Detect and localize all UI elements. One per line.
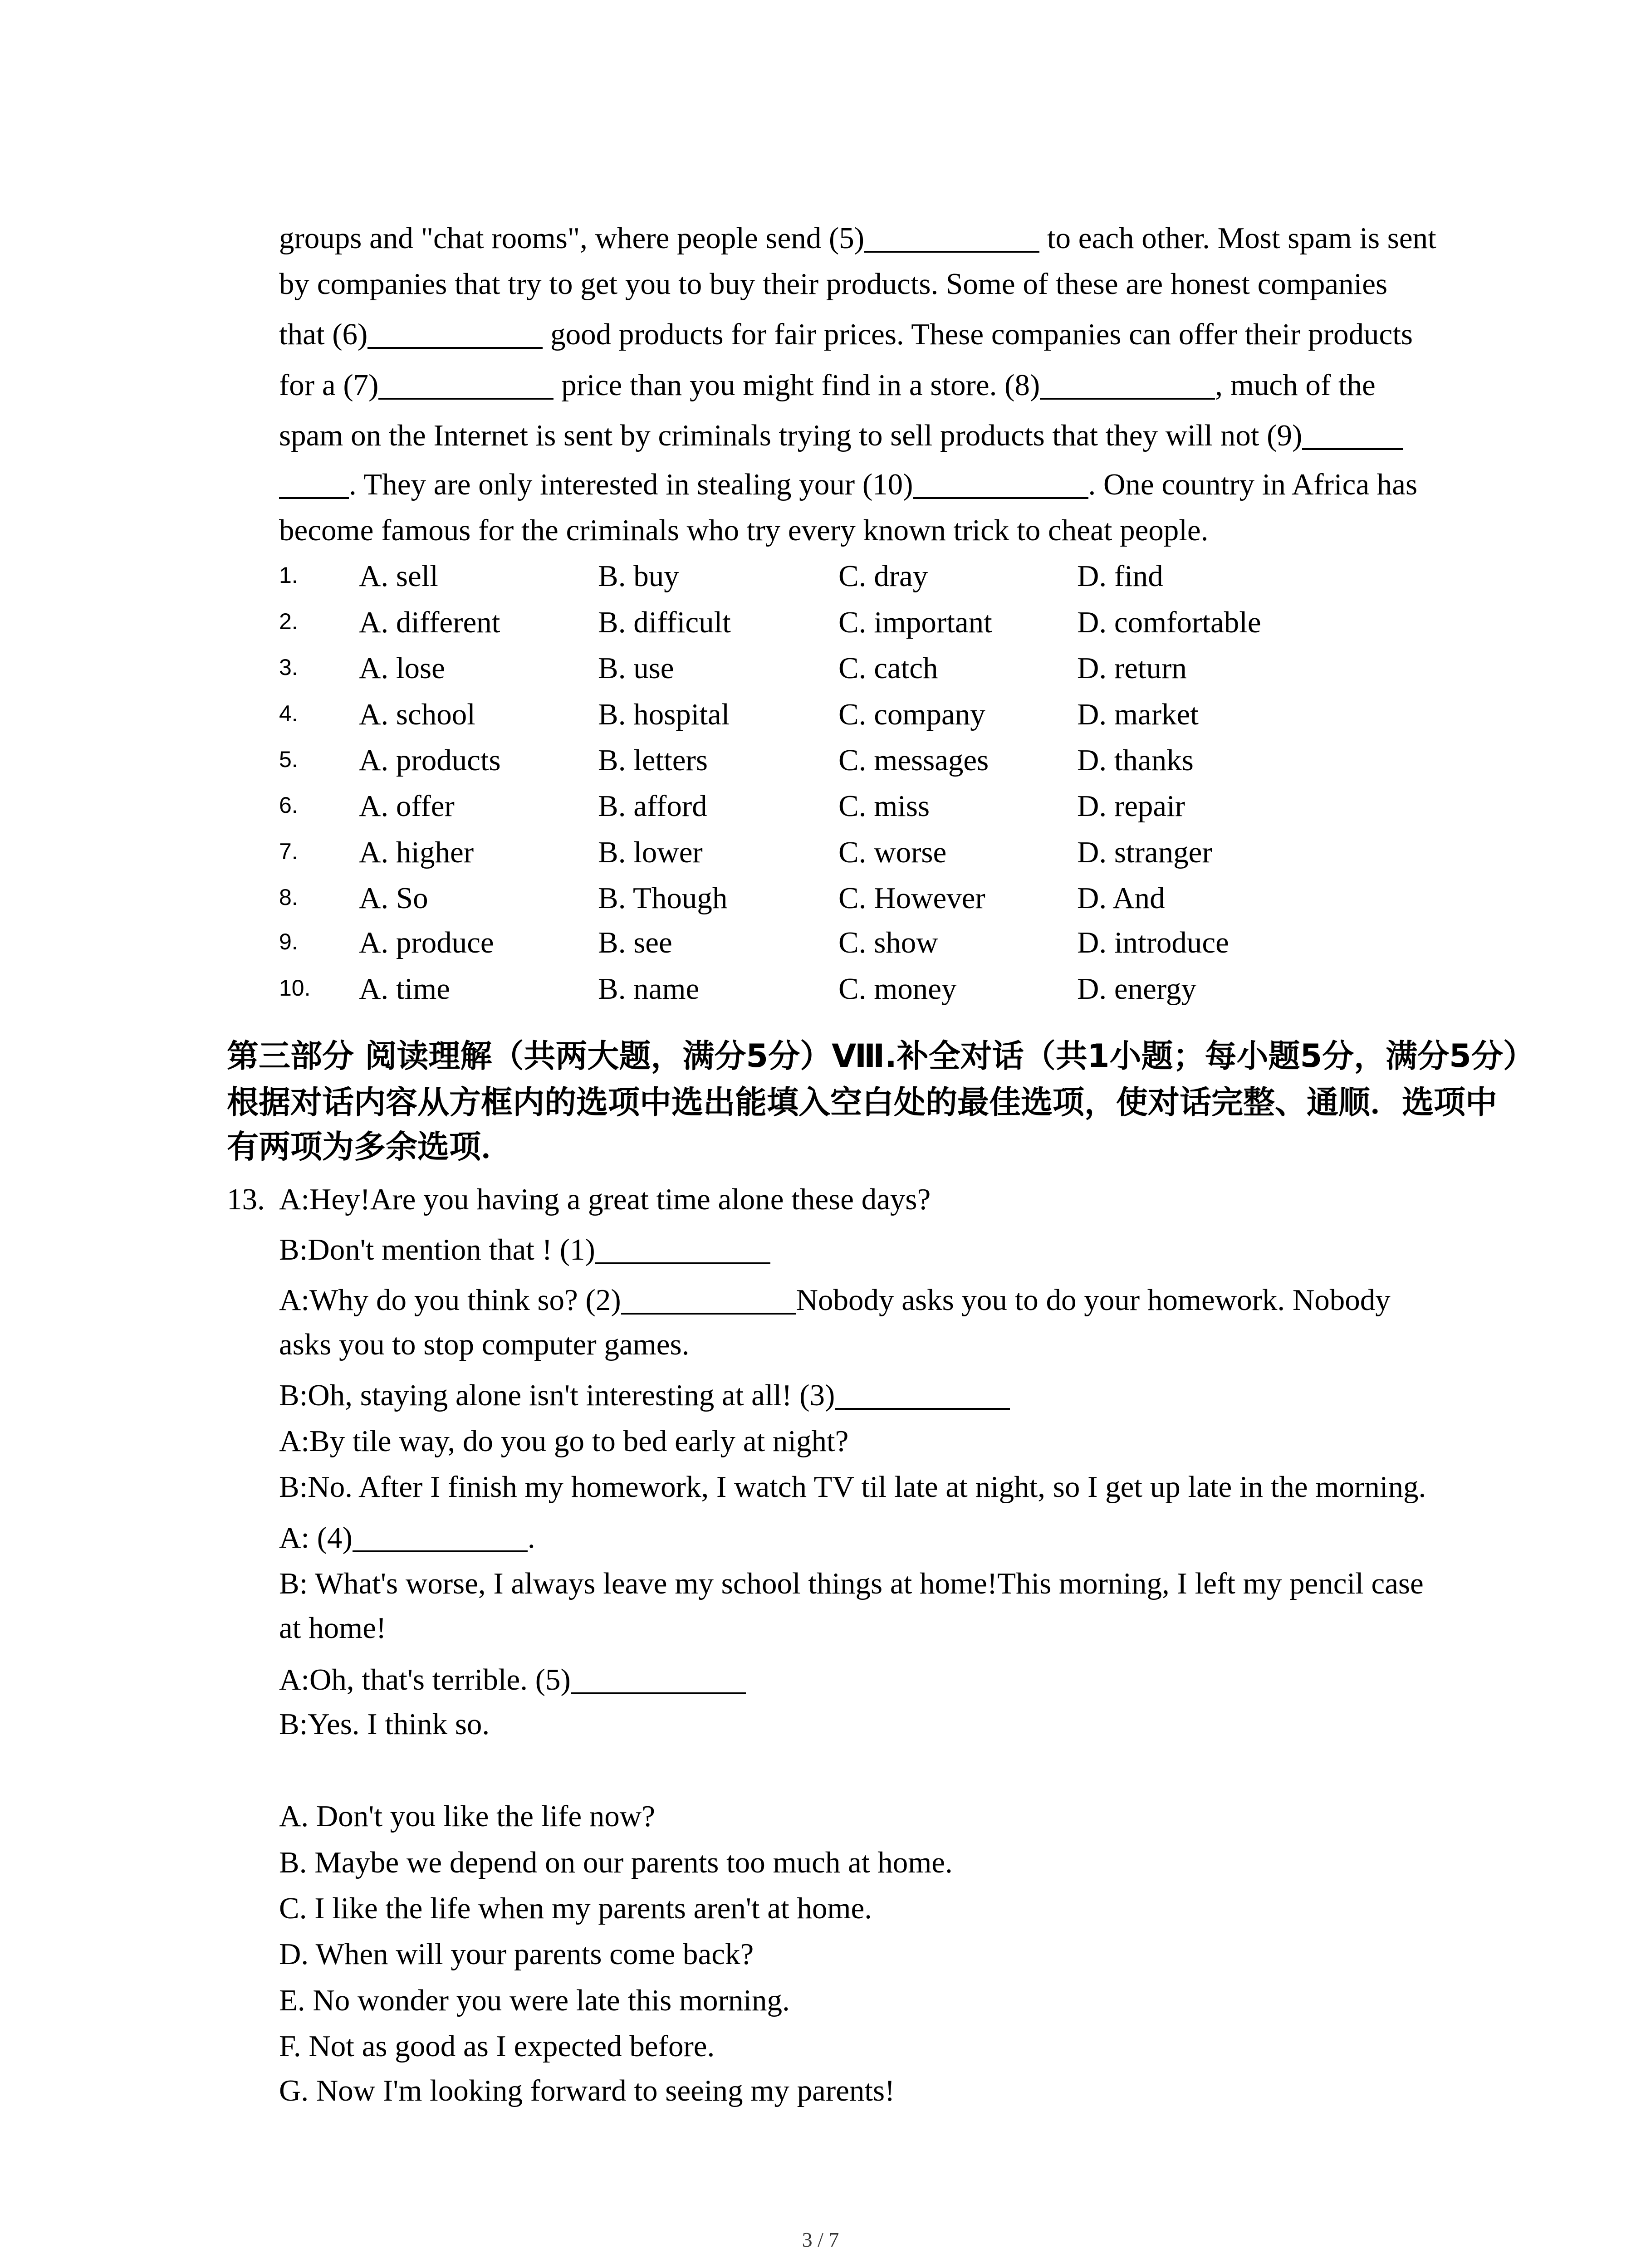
dialogue-text: A:Oh, that's terrible. (5)	[279, 1663, 571, 1696]
passage-text: by companies that try to get you to buy their products. Some of these are honest companies	[279, 267, 1388, 301]
dialogue-line	[279, 1657, 746, 1702]
answer-blank	[621, 1286, 796, 1315]
dialogue-line	[279, 1605, 386, 1651]
option-row	[0, 920, 1641, 965]
option-a: A. sell	[359, 559, 438, 593]
option-c: C. miss	[838, 789, 930, 823]
option-row	[0, 830, 1641, 875]
dialogue-text: asks you to stop computer games.	[279, 1328, 690, 1361]
passage-line	[279, 215, 1436, 261]
dialogue-text: B:Yes. I think so.	[279, 1707, 490, 1741]
option-number: 2.	[279, 609, 298, 634]
answer-blank	[864, 224, 1039, 253]
option-b: B. Though	[598, 881, 728, 915]
option-a: A. school	[359, 698, 475, 731]
option-d: D. repair	[1077, 789, 1185, 823]
option-c: C. messages	[838, 743, 989, 777]
section-header-line: 第三部分 阅读理解（共两大题，满分5分）Ⅷ.补全对话（共1小题；每小题5分，满分5分）	[227, 1037, 1535, 1075]
dialogue-text: A:By tile way, do you go to bed early at night?	[279, 1424, 849, 1458]
option-b: B. hospital	[598, 698, 730, 731]
option-c: C. dray	[838, 559, 928, 593]
option-number: 6.	[279, 792, 298, 818]
option-number: 9.	[279, 929, 298, 954]
option-c: C. money	[838, 972, 957, 1006]
option-row	[0, 875, 1641, 921]
answer-blank	[835, 1381, 1010, 1410]
option-d: D. stranger	[1077, 836, 1212, 869]
option-b: B. difficult	[598, 606, 731, 639]
dialogue-line	[279, 1515, 535, 1560]
answer-blank	[595, 1235, 770, 1264]
answer-choice: D. When will your parents come back?	[279, 1937, 754, 1971]
dialogue-text: .	[527, 1521, 535, 1554]
option-number: 3.	[279, 655, 298, 680]
option-d: D. energy	[1077, 972, 1196, 1006]
dialogue-text: B:Oh, staying alone isn't interesting at all! (3)	[279, 1378, 835, 1412]
option-c: C. worse	[838, 836, 947, 869]
passage-text: , much of the	[1215, 368, 1376, 402]
dialogue-line	[279, 1322, 689, 1367]
option-d: D. And	[1077, 881, 1165, 915]
option-d: D. introduce	[1077, 926, 1229, 959]
option-c: C. important	[838, 606, 992, 639]
dialogue-line	[279, 1277, 1391, 1323]
option-d: D. comfortable	[1077, 606, 1261, 639]
option-number: 5.	[279, 747, 298, 772]
option-row	[0, 738, 1641, 783]
dialogue-text: B:No. After I finish my homework, I watch TV til late at night, so I get up late in the morning.	[279, 1470, 1426, 1504]
answer-blank	[1302, 421, 1403, 450]
option-row	[0, 692, 1641, 737]
passage-text: . They are only interested in stealing your (10)	[349, 468, 913, 501]
answer-blank	[353, 1523, 528, 1552]
option-number: 4.	[279, 701, 298, 726]
passage-text: become famous for the criminals who try every known trick to cheat people.	[279, 513, 1209, 547]
dialogue-line	[279, 1177, 931, 1222]
option-b: B. letters	[598, 743, 708, 777]
option-d: D. thanks	[1077, 743, 1194, 777]
dialogue-text: Nobody asks you to do your homework. Nobody	[796, 1283, 1391, 1317]
answer-choice: G. Now I'm looking forward to seeing my parents!	[279, 2074, 895, 2107]
passage-line	[279, 413, 1403, 458]
passage-text: groups and "chat rooms", where people send (5)	[279, 221, 865, 255]
option-b: B. name	[598, 972, 700, 1006]
option-b: B. afford	[598, 789, 707, 823]
passage-line	[279, 312, 1413, 357]
option-a: A. produce	[359, 926, 494, 959]
option-d: D. market	[1077, 698, 1199, 731]
passage-text: price than you might find in a store. (8)	[554, 368, 1040, 402]
dialogue-text: A:Hey!Are you having a great time alone these days?	[279, 1183, 931, 1216]
answer-choice: E. No wonder you were late this morning.	[279, 1984, 790, 2017]
option-c: C. company	[838, 698, 985, 731]
option-c: C. catch	[838, 651, 938, 685]
passage-line	[279, 261, 1387, 307]
passage-text: good products for fair prices. These companies can offer their products	[543, 318, 1413, 351]
question-number: 13.	[227, 1183, 265, 1216]
option-b: B. buy	[598, 559, 679, 593]
passage-line	[279, 462, 1417, 507]
option-row	[0, 600, 1641, 645]
passage-text: . One country in Africa has	[1088, 468, 1418, 501]
dialogue-line	[279, 1561, 1424, 1606]
dialogue-line	[279, 1227, 770, 1272]
dialogue-line	[279, 1418, 848, 1464]
dialogue-text: B: What's worse, I always leave my school things at home!This morning, I left my pencil case	[279, 1567, 1424, 1600]
dialogue-line	[279, 1373, 1010, 1418]
answer-choice: F. Not as good as I expected before.	[279, 2029, 715, 2063]
answer-choice: A. Don't you like the life now?	[279, 1799, 655, 1833]
dialogue-text: at home!	[279, 1611, 387, 1645]
answer-blank	[571, 1665, 746, 1694]
option-c: C. However	[838, 881, 985, 915]
passage-text: for a (7)	[279, 368, 379, 402]
option-row	[0, 966, 1641, 1012]
option-b: B. see	[598, 926, 672, 959]
option-c: C. show	[838, 926, 938, 959]
option-row	[0, 783, 1641, 829]
dialogue-line	[279, 1701, 490, 1747]
option-d: D. return	[1077, 651, 1187, 685]
dialogue-text: A: (4)	[279, 1521, 353, 1554]
answer-blank	[367, 320, 543, 349]
passage-line	[279, 508, 1208, 553]
option-a: A. lose	[359, 651, 445, 685]
passage-text: spam on the Internet is sent by criminals trying to sell products that they will not (9)	[279, 419, 1303, 452]
answer-choice: C. I like the life when my parents aren't at home.	[279, 1892, 872, 1925]
option-a: A. time	[359, 972, 450, 1006]
option-number: 1.	[279, 562, 298, 588]
option-a: A. offer	[359, 789, 455, 823]
option-number: 10.	[279, 975, 311, 1001]
section-header-line: 有两项为多余选项．	[227, 1128, 513, 1165]
dialogue-text: B:Don't mention that ! (1)	[279, 1233, 595, 1266]
option-row	[0, 645, 1641, 691]
dialogue-line	[279, 1464, 1426, 1510]
answer-choice: B. Maybe we depend on our parents too much at home.	[279, 1846, 953, 1879]
option-b: B. use	[598, 651, 674, 685]
page-number: 3 / 7	[802, 2228, 839, 2251]
section-header-line: 根据对话内容从方框内的选项中选出能填入空白处的最佳选项，使对话完整、通顺．选项中	[227, 1084, 1497, 1121]
option-a: A. So	[359, 881, 428, 915]
option-number: 7.	[279, 839, 298, 864]
passage-line	[279, 362, 1376, 408]
option-a: A. products	[359, 743, 501, 777]
passage-text: that (6)	[279, 318, 368, 351]
answer-blank	[1040, 371, 1215, 400]
option-a: A. higher	[359, 836, 474, 869]
option-d: D. find	[1077, 559, 1163, 593]
option-a: A. different	[359, 606, 500, 639]
option-number: 8.	[279, 885, 298, 910]
answer-blank	[378, 371, 554, 400]
passage-text: to each other. Most spam is sent	[1039, 221, 1436, 255]
option-b: B. lower	[598, 836, 703, 869]
answer-blank	[913, 470, 1088, 499]
option-row	[0, 553, 1641, 599]
dialogue-text: A:Why do you think so? (2)	[279, 1283, 621, 1317]
answer-blank	[279, 470, 349, 499]
